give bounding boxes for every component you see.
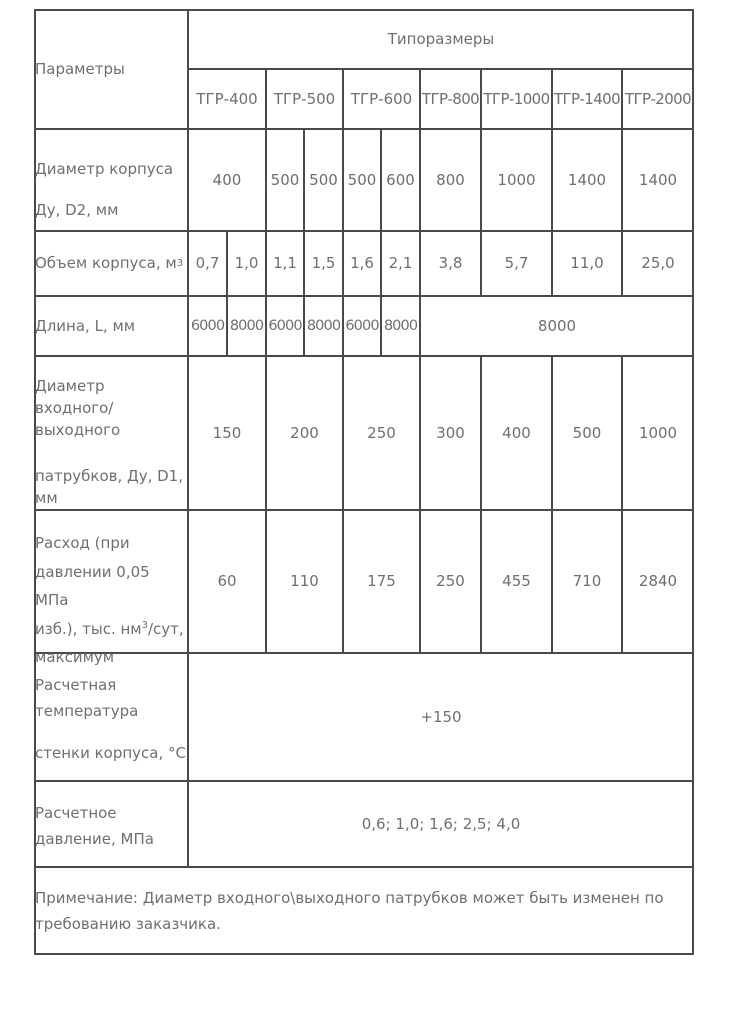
- value-cell: 1000: [497, 170, 536, 189]
- model-header: ТГР-2000: [624, 89, 692, 108]
- label-line: выходного: [35, 421, 121, 439]
- value-cell: 1400: [638, 170, 678, 189]
- label-line: Ду, D2, мм: [35, 201, 119, 219]
- value-cell-merged: +150: [420, 707, 462, 726]
- model-header: ТГР-500: [273, 89, 336, 108]
- value-cell: 1,6: [350, 254, 374, 272]
- row-label-design-pressure: [34, 782, 187, 866]
- label-line: Расход (при: [35, 534, 130, 552]
- label-line: Расчетная: [35, 676, 117, 694]
- value-cell: 500: [270, 170, 300, 189]
- label-line: Диаметр корпуса: [35, 160, 174, 178]
- row-label-body-diameter: [34, 130, 187, 230]
- value-cell: 800: [436, 170, 465, 189]
- label-line: температура: [35, 702, 139, 720]
- label-text: /сут,: [148, 619, 184, 638]
- value-cell: 1,5: [311, 254, 336, 272]
- value-cell: 11,0: [570, 254, 604, 272]
- label-text: изб.), тыс. нм: [35, 619, 142, 638]
- value-cell: 500: [309, 170, 338, 189]
- value-cell-merged: 0,6; 1,0; 1,6; 2,5; 4,0: [361, 814, 521, 833]
- value-cell: 25,0: [641, 254, 675, 272]
- value-cell: 1,0: [234, 254, 259, 272]
- label-line: Расчетное: [35, 804, 117, 822]
- row-label-flow-rate: [34, 511, 187, 666]
- label-line: [35, 615, 187, 644]
- value-cell: 500: [572, 423, 602, 442]
- value-cell: 400: [212, 170, 242, 189]
- label-line: максимум: [35, 648, 115, 666]
- value-cell: 1,1: [273, 254, 297, 272]
- value-cell: 175: [367, 572, 396, 590]
- value-cell-merged: 8000: [537, 316, 577, 335]
- row-label-body-volume: Объем корпуса, м 3: [35, 254, 184, 272]
- value-cell: 0,7: [195, 254, 220, 272]
- value-cell: 110: [290, 572, 319, 590]
- label-text: Объем корпуса, м: [35, 254, 177, 272]
- value-cell: 2840: [638, 572, 678, 590]
- row-label-design-temperature: [34, 654, 187, 780]
- model-header: ТГР-400: [196, 89, 258, 108]
- superscript: 3: [141, 619, 148, 631]
- value-cell: 60: [217, 572, 237, 590]
- value-cell: 6000: [345, 317, 379, 334]
- label-line: патрубков, Ду, D1,: [35, 467, 183, 485]
- value-cell: 500: [347, 170, 377, 189]
- row-label-nozzle-diameter: [34, 357, 187, 509]
- value-cell: 6000: [190, 317, 225, 334]
- value-cell: 600: [386, 170, 415, 189]
- value-cell: 3,8: [438, 254, 463, 272]
- model-header: ТГР-800: [421, 89, 480, 108]
- specs-table-wrapper: [34, 9, 694, 955]
- model-header: ТГР-1000: [483, 89, 550, 108]
- label-line: стенки корпуса, °С: [35, 744, 186, 762]
- value-cell: 400: [502, 423, 531, 442]
- sizes-group-header: Типоразмеры: [387, 30, 495, 48]
- value-cell: 300: [436, 423, 465, 442]
- value-cell: 8000: [306, 317, 341, 334]
- value-cell: 455: [502, 572, 531, 590]
- params-header: Параметры: [35, 60, 125, 78]
- value-cell: 250: [436, 572, 465, 590]
- value-cell: 1400: [567, 170, 607, 189]
- model-header: ТГР-600: [350, 89, 413, 108]
- value-cell: 8000: [383, 317, 418, 334]
- label-line: мм: [35, 489, 58, 507]
- table-note: Примечание: Диаметр входного\выходного патрубков может быть изменен по требованию заказчика.: [35, 888, 664, 933]
- value-cell: 5,7: [504, 254, 529, 272]
- value-cell: 2,1: [388, 254, 413, 272]
- label-line: давление, МПа: [35, 830, 154, 848]
- value-cell: 250: [367, 423, 396, 442]
- value-cell: 8000: [229, 317, 264, 334]
- row-label-length: Длина, L, мм: [35, 316, 136, 335]
- value-cell: 6000: [268, 317, 302, 334]
- label-line: Диаметр входного/: [35, 377, 114, 417]
- value-cell: 1000: [638, 423, 678, 442]
- model-header: ТГР-1400: [553, 89, 621, 108]
- value-cell: 710: [572, 572, 602, 590]
- value-cell: 150: [212, 423, 242, 442]
- value-cell: 200: [290, 423, 319, 442]
- label-line: давлении 0,05 МПа: [35, 562, 150, 609]
